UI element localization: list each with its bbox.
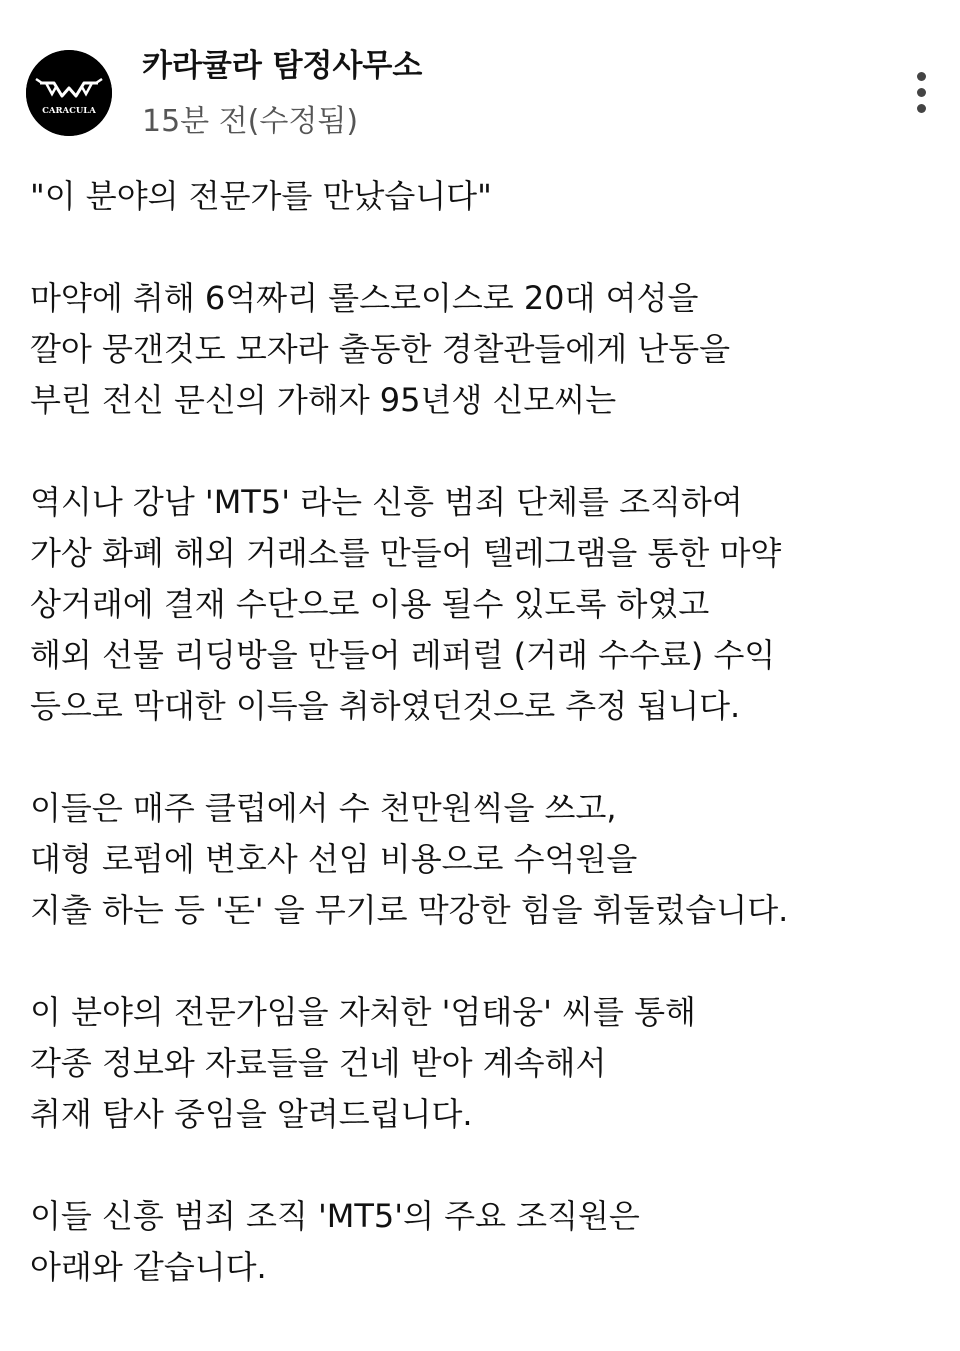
- post-timestamp: 15분 전(수정됨): [142, 104, 359, 139]
- post-paragraph: [30, 987, 950, 1140]
- post-text-line: 마약에 취해 6억짜리 롤스로이스로 20대 여성을: [30, 279, 699, 317]
- post-text-line: 가상 화폐 해외 거래소를 만들어 텔레그램을 통한 마약: [30, 534, 782, 572]
- post-text-line: 이들은 매주 클럽에서 수 천만원씩을 쓰고,: [30, 789, 617, 827]
- post-text-line: 아래와 같습니다.: [30, 1248, 267, 1286]
- paragraph-gap: [30, 732, 950, 783]
- post-text-line: 해외 선물 리딩방을 만들어 레퍼럴 (거래 수수료) 수익: [30, 636, 776, 674]
- post-text-line: 상거래에 결재 수단으로 이용 될수 있도록 하였고: [30, 585, 710, 623]
- more-options-button[interactable]: [900, 66, 944, 120]
- post-paragraph: [30, 1191, 950, 1293]
- post-header: [0, 0, 960, 160]
- more-vertical-icon: [917, 72, 926, 81]
- post-text-line: 이 분야의 전문가임을 자처한 '엄태웅' 씨를 통해: [30, 993, 696, 1031]
- more-vertical-icon-dot: [917, 88, 926, 97]
- author-avatar[interactable]: [26, 50, 112, 136]
- paragraph-gap: [30, 936, 950, 987]
- caracula-logo-icon: [26, 50, 112, 136]
- more-vertical-icon-dot: [917, 104, 926, 113]
- post-text-line: 역시나 강남 'MT5' 라는 신흥 범죄 단체를 조직하여: [30, 483, 743, 521]
- post-paragraph: [30, 477, 950, 732]
- paragraph-gap: [30, 426, 950, 477]
- post-text-line: 각종 정보와 자료들을 건네 받아 계속해서: [30, 1044, 607, 1082]
- post-paragraph: [30, 171, 950, 222]
- post-text-line: 대형 로펌에 변호사 선임 비용으로 수억원을: [30, 840, 638, 878]
- post-text-line: 깔아 뭉갠것도 모자라 출동한 경찰관들에게 난동을: [30, 330, 731, 368]
- paragraph-gap: [30, 222, 950, 273]
- post-text-line: 이들 신흥 범죄 조직 'MT5'의 주요 조직원은: [30, 1197, 640, 1235]
- paragraph-gap: [30, 1140, 950, 1191]
- post-text-line: 취재 탐사 중임을 알려드립니다.: [30, 1095, 473, 1133]
- post-paragraph: [30, 273, 950, 426]
- author-name[interactable]: 카라큘라 탐정사무소: [142, 48, 423, 84]
- post-paragraph: [30, 783, 950, 936]
- post-text-line: 부린 전신 문신의 가해자 95년생 신모씨는: [30, 381, 617, 419]
- post-text-line: 지출 하는 등 '돈' 을 무기로 막강한 힘을 휘둘렀습니다.: [30, 891, 789, 929]
- post-text-line: "이 분야의 전문가를 만났습니다": [30, 177, 492, 215]
- post-text-line: 등으로 막대한 이득을 취하였던것으로 추정 됩니다.: [30, 687, 741, 725]
- post-body: [30, 171, 950, 1293]
- avatar-logo-text: CARACULA: [42, 106, 96, 116]
